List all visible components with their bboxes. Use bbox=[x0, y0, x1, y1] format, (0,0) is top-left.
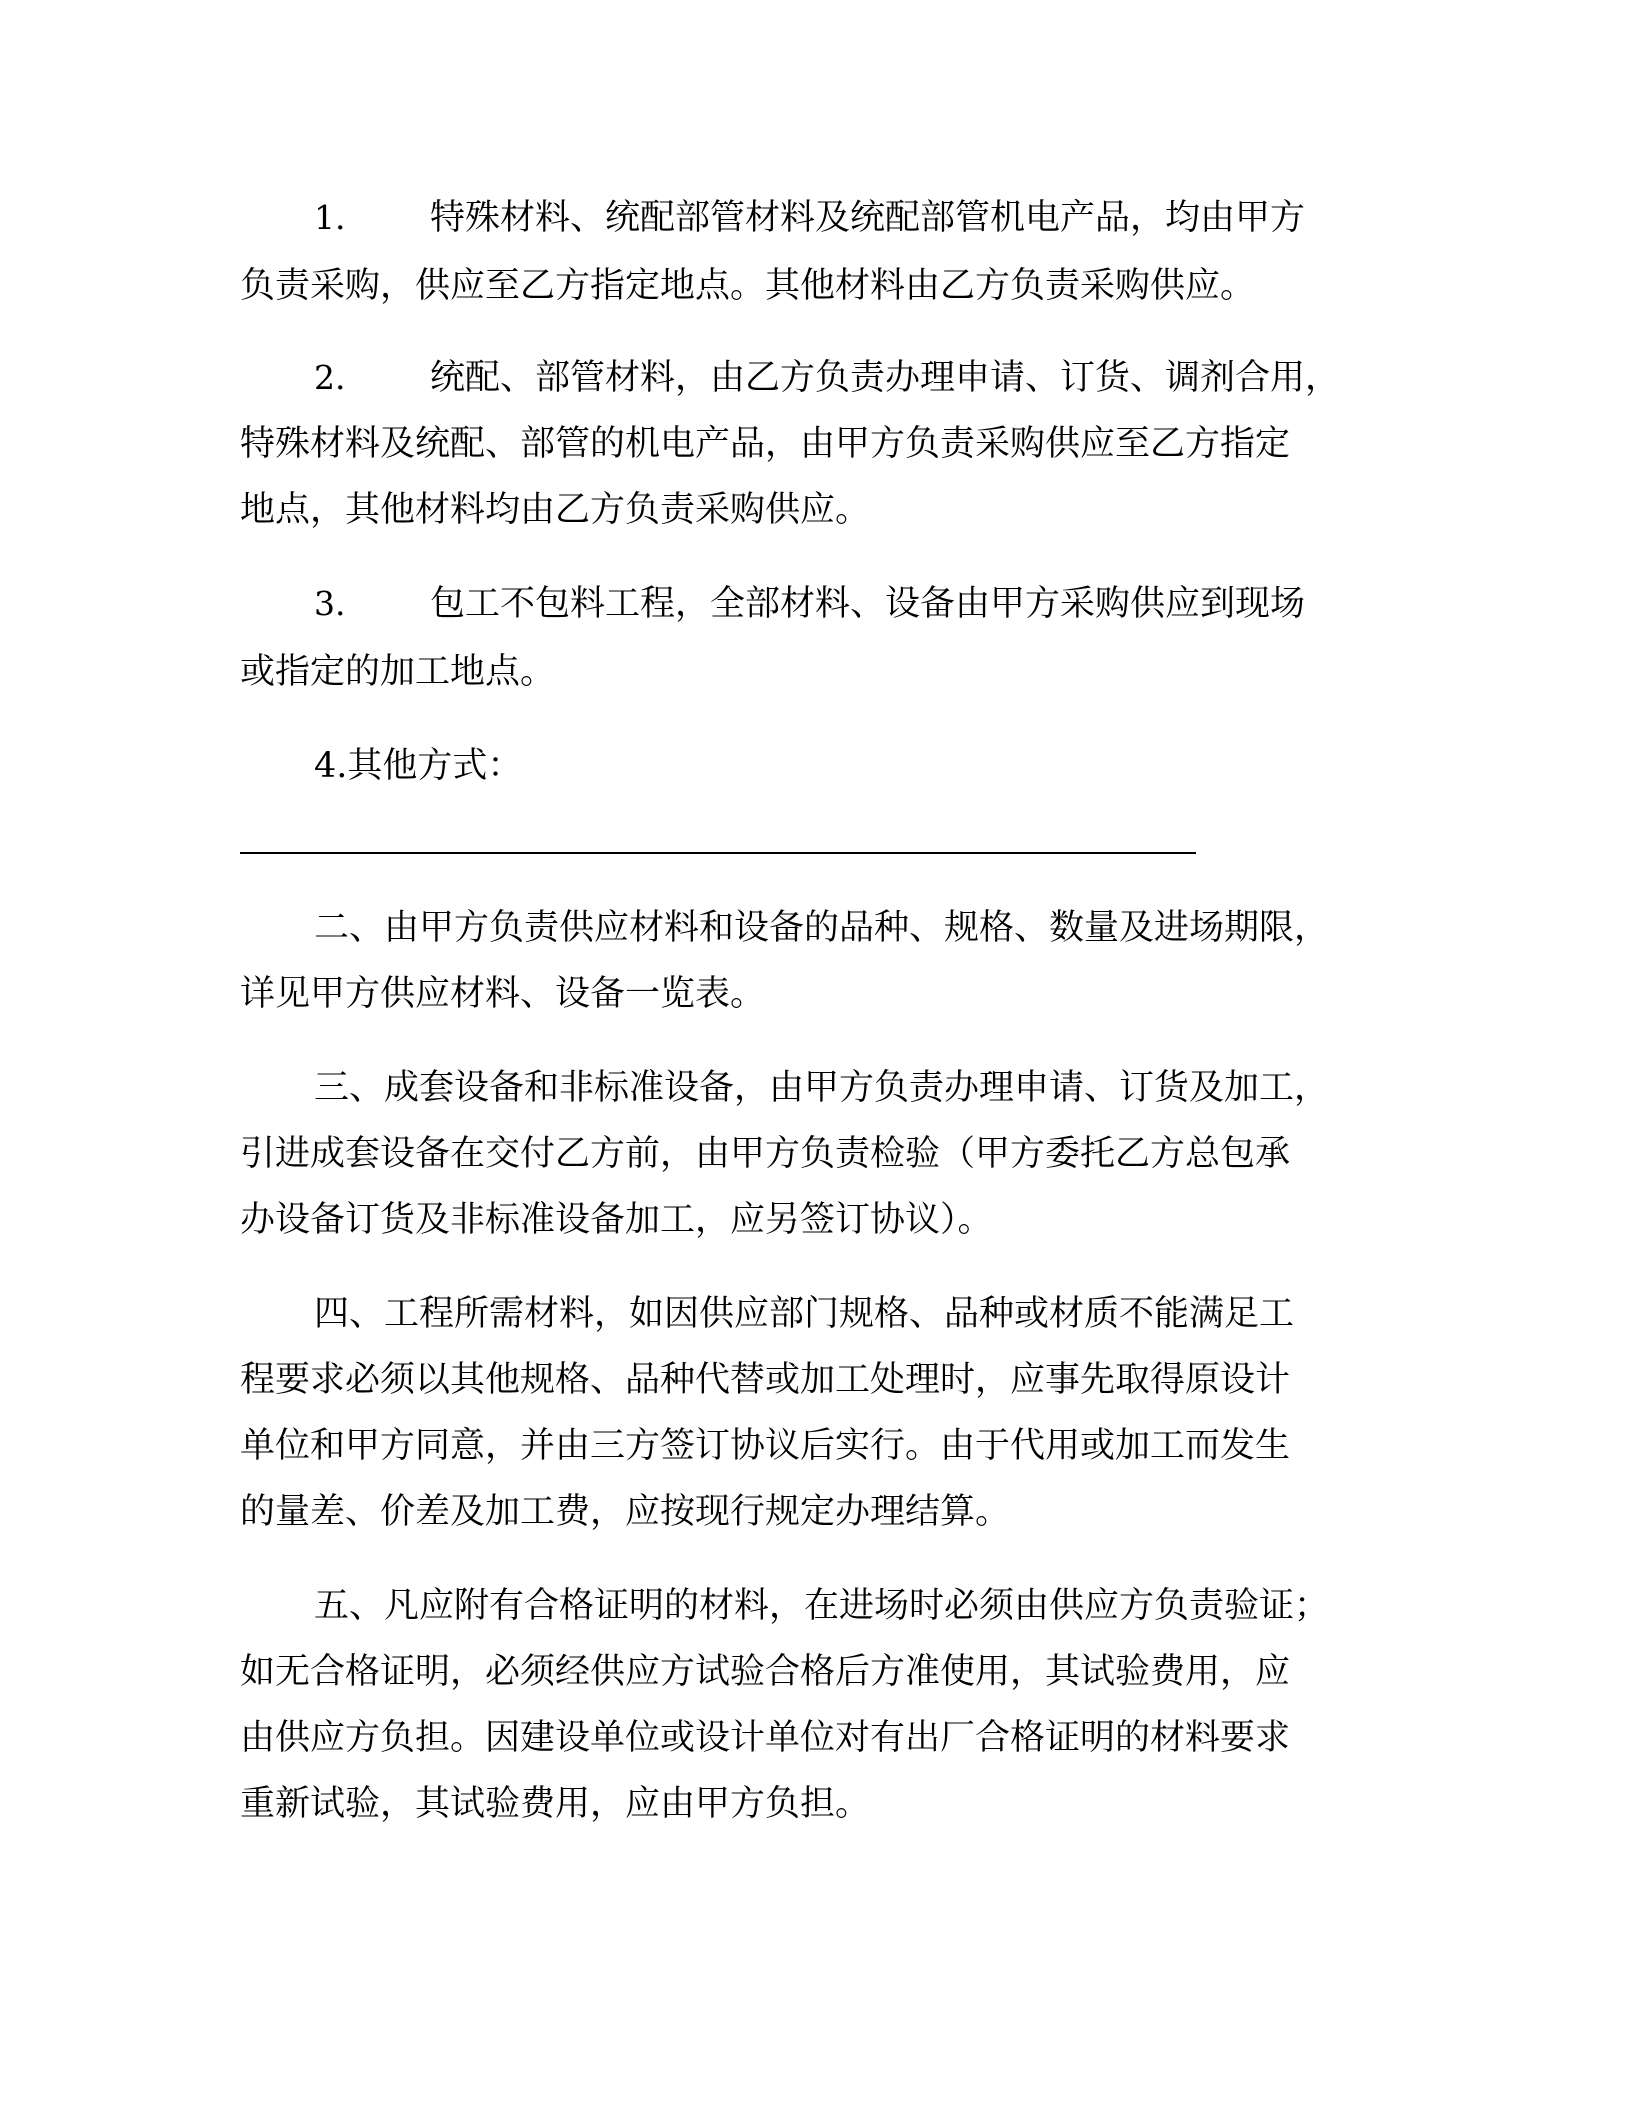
clause-5-line-1: 五、凡应附有合格证明的材料，在进场时必须由供应方负责验证； bbox=[314, 1586, 1330, 1626]
item-4-label: 其他方式： bbox=[347, 746, 523, 786]
item-3-line-1 bbox=[314, 580, 1305, 628]
item-2-line-2: 特殊材料及统配、部管的机电产品，由甲方负责采购供应至乙方指定 bbox=[240, 424, 1291, 464]
clause-4-line-2: 程要求必须以其他规格、品种代替或加工处理时，应事先取得原设计 bbox=[240, 1360, 1291, 1400]
item-3-line-2: 或指定的加工地点。 bbox=[240, 652, 556, 692]
item-2-number: 2. bbox=[314, 358, 346, 397]
item-2-line-3: 地点，其他材料均由乙方负责采购供应。 bbox=[240, 490, 871, 530]
clause-3-line-1: 三、成套设备和非标准设备，由甲方负责办理申请、订货及加工， bbox=[314, 1068, 1330, 1108]
clause-4-line-4: 的量差、价差及加工费，应按现行规定办理结算。 bbox=[240, 1492, 1011, 1532]
item-2-text-1: 统配、部管材料，由乙方负责办理申请、订货、调剂合用， bbox=[430, 358, 1341, 398]
clause-3-line-3: 办设备订货及非标准设备加工，应另签订协议）。 bbox=[240, 1200, 993, 1240]
item-3-text-1: 包工不包料工程，全部材料、设备由甲方采购供应到现场 bbox=[430, 584, 1306, 624]
item-1-line-2: 负责采购，供应至乙方指定地点。其他材料由乙方负责采购供应。 bbox=[240, 266, 1256, 306]
clause-2-line-2: 详见甲方供应材料、设备一览表。 bbox=[240, 974, 766, 1014]
item-1-text-1: 特殊材料、统配部管材料及统配部管机电产品，均由甲方 bbox=[430, 198, 1306, 238]
clause-5-line-3: 由供应方负担。因建设单位或设计单位对有出厂合格证明的材料要求 bbox=[240, 1718, 1291, 1758]
item-1-line-1 bbox=[314, 194, 1305, 242]
item-4-number: 4. bbox=[314, 746, 348, 786]
clause-5-line-4: 重新试验，其试验费用，应由甲方负担。 bbox=[240, 1784, 871, 1824]
document-page bbox=[240, 0, 1390, 2112]
clause-2-line-1: 二、由甲方负责供应材料和设备的品种、规格、数量及进场期限， bbox=[314, 908, 1330, 948]
item-2-line-1 bbox=[314, 354, 1340, 402]
clause-3-line-2: 引进成套设备在交付乙方前，由甲方负责检验（甲方委托乙方总包承 bbox=[240, 1134, 1291, 1174]
clause-5-line-2: 如无合格证明，必须经供应方试验合格后方准使用，其试验费用，应 bbox=[240, 1652, 1291, 1692]
item-4-line bbox=[314, 742, 522, 790]
item-3-number: 3. bbox=[314, 584, 346, 623]
clause-4-line-1: 四、工程所需材料，如因供应部门规格、品种或材质不能满足工 bbox=[314, 1294, 1295, 1334]
fill-in-blank-line bbox=[240, 852, 1196, 854]
item-1-number: 1. bbox=[314, 198, 346, 237]
clause-4-line-3: 单位和甲方同意，并由三方签订协议后实行。由于代用或加工而发生 bbox=[240, 1426, 1291, 1466]
